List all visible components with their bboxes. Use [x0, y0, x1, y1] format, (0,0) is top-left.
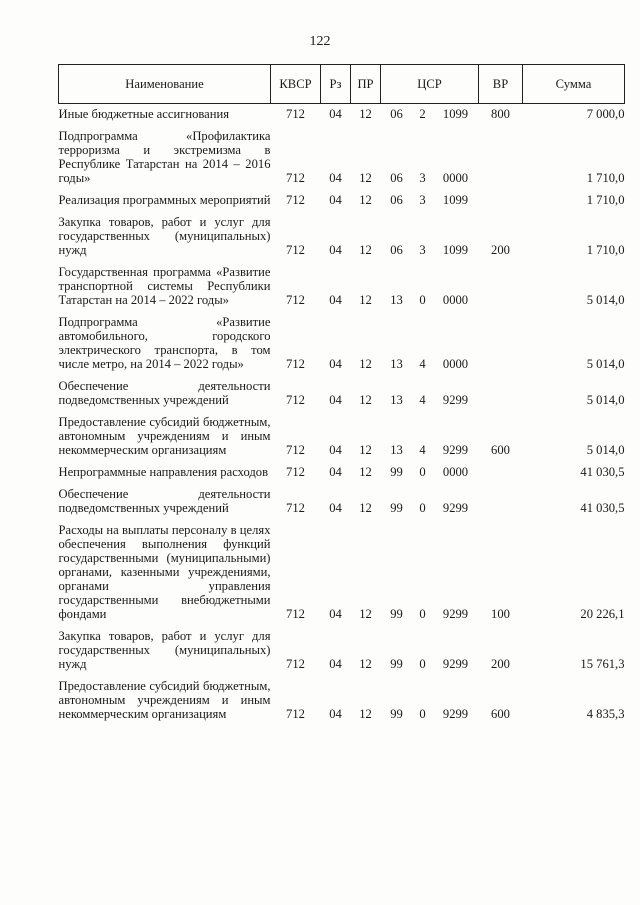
cell-kvsr: 712: [286, 443, 305, 457]
cell-kvsr: 712: [286, 193, 305, 207]
cell-sum: 15 761,3: [580, 657, 625, 671]
cell-rz: 04: [329, 243, 342, 257]
cell-rz: 04: [329, 657, 342, 671]
cell-vr: [479, 185, 523, 207]
cell-sum: 20 226,1: [580, 607, 625, 621]
cell-sum: 4 835,3: [586, 707, 625, 721]
budget-table: [58, 64, 625, 721]
cell-name: Предоставление субсидий бюджетным, автономным учреждениям и иным некоммерческим организациям: [58, 679, 271, 721]
page-number: 122: [309, 34, 331, 49]
cell-csr-program: 06: [390, 243, 403, 257]
header-kvsr: КВСР: [271, 65, 321, 104]
cell-csr-program: 99: [390, 657, 403, 671]
cell-csr-direction: 9299: [442, 707, 469, 721]
table-row: [59, 207, 625, 257]
cell-csr-program: 99: [390, 465, 403, 479]
cell-csr-program: 06: [390, 171, 403, 185]
cell-csr-subprogram: 3: [419, 243, 426, 257]
table-row: [59, 407, 625, 457]
cell-csr-program: 13: [390, 393, 403, 407]
cell-rz: 04: [329, 107, 342, 121]
cell-kvsr: 712: [286, 393, 305, 407]
cell-pr: 12: [359, 465, 372, 479]
cell-sum: 41 030,5: [580, 465, 625, 479]
cell-vr: 100: [491, 607, 510, 621]
cell-sum: 1 710,0: [586, 193, 625, 207]
cell-rz: 04: [329, 171, 342, 185]
cell-pr: 12: [359, 393, 372, 407]
cell-rz: 04: [329, 707, 342, 721]
cell-csr-program: 99: [390, 707, 403, 721]
cell-sum: 5 014,0: [586, 357, 625, 371]
cell-csr-program: 13: [390, 443, 403, 457]
cell-csr-subprogram: 4: [419, 443, 426, 457]
cell-vr: 200: [491, 657, 510, 671]
cell-name: Обеспечение деятельности подведомственных учреждений: [58, 487, 271, 515]
cell-sum: 7 000,0: [586, 107, 625, 121]
table-row: [59, 307, 625, 371]
cell-pr: 12: [359, 171, 372, 185]
table-row: [59, 185, 625, 207]
table-row: [59, 121, 625, 185]
cell-kvsr: 712: [286, 357, 305, 371]
cell-pr: 12: [359, 107, 372, 121]
cell-rz: 04: [329, 607, 342, 621]
cell-name: Реализация программных мероприятий: [58, 193, 271, 207]
table-row: [59, 479, 625, 515]
cell-name: Подпрограмма «Развитие автомобильного, городского электрического транспорта, в том числе метро, на 2014 – 2022 годы»: [58, 315, 271, 371]
cell-vr: 200: [491, 243, 510, 257]
cell-kvsr: 712: [286, 171, 305, 185]
cell-csr-direction: 9299: [442, 657, 469, 671]
table-row: [59, 371, 625, 407]
cell-csr-subprogram: 0: [419, 657, 426, 671]
cell-csr-subprogram: 2: [419, 107, 426, 121]
cell-kvsr: 712: [286, 707, 305, 721]
cell-kvsr: 712: [286, 607, 305, 621]
cell-csr-direction: 9299: [442, 607, 469, 621]
cell-rz: 04: [329, 443, 342, 457]
cell-kvsr: 712: [286, 657, 305, 671]
cell-csr-program: 99: [390, 607, 403, 621]
cell-csr-direction: 9299: [442, 393, 469, 407]
cell-kvsr: 712: [286, 107, 305, 121]
cell-name: Иные бюджетные ассигнования: [58, 107, 230, 121]
cell-sum: 5 014,0: [586, 443, 625, 457]
cell-csr-program: 99: [390, 501, 403, 515]
cell-csr-direction: 1099: [442, 243, 469, 257]
cell-pr: 12: [359, 443, 372, 457]
header-rz: Рз: [321, 65, 351, 104]
cell-name: Закупка товаров, работ и услуг для государственных (муниципальных) нужд: [58, 629, 271, 671]
cell-csr-program: 13: [390, 293, 403, 307]
cell-csr-subprogram: 4: [419, 357, 426, 371]
cell-vr: [479, 457, 523, 479]
table-header-row: [59, 65, 625, 104]
cell-rz: 04: [329, 393, 342, 407]
cell-vr: [479, 479, 523, 515]
cell-name: Предоставление субсидий бюджетным, автономным учреждениям и иным некоммерческим организациям: [58, 415, 271, 457]
cell-csr-subprogram: 3: [419, 193, 426, 207]
cell-sum: 5 014,0: [586, 393, 625, 407]
header-pr: ПР: [351, 65, 381, 104]
cell-csr-direction: 0000: [442, 171, 469, 185]
cell-vr: 600: [491, 443, 510, 457]
cell-pr: 12: [359, 193, 372, 207]
cell-vr: [479, 257, 523, 307]
cell-csr-program: 06: [390, 107, 403, 121]
cell-kvsr: 712: [286, 465, 305, 479]
cell-csr-subprogram: 0: [419, 707, 426, 721]
cell-csr-subprogram: 3: [419, 171, 426, 185]
cell-csr-direction: 0000: [442, 357, 469, 371]
cell-name: Непрограммные направления расходов: [58, 465, 269, 479]
header-csr: ЦСР: [381, 65, 479, 104]
cell-csr-direction: 1099: [442, 193, 469, 207]
table-body: [59, 104, 625, 722]
cell-csr-direction: 9299: [442, 443, 469, 457]
cell-sum: 1 710,0: [586, 243, 625, 257]
cell-csr-direction: 1099: [442, 107, 469, 121]
cell-rz: 04: [329, 193, 342, 207]
cell-sum: 1 710,0: [586, 171, 625, 185]
cell-pr: 12: [359, 707, 372, 721]
cell-name: Закупка товаров, работ и услуг для государственных (муниципальных) нужд: [58, 215, 271, 257]
table-row: [59, 457, 625, 479]
cell-rz: 04: [329, 501, 342, 515]
cell-vr: 800: [491, 107, 510, 121]
cell-name: Обеспечение деятельности подведомственных учреждений: [58, 379, 271, 407]
cell-pr: 12: [359, 657, 372, 671]
table-row: [59, 671, 625, 721]
table-row: [59, 257, 625, 307]
cell-kvsr: 712: [286, 243, 305, 257]
header-vr: ВР: [479, 65, 523, 104]
cell-vr: [479, 307, 523, 371]
header-name: Наименование: [59, 65, 271, 104]
cell-pr: 12: [359, 357, 372, 371]
cell-pr: 12: [359, 607, 372, 621]
cell-vr: [479, 121, 523, 185]
cell-name: Подпрограмма «Профилактика терроризма и экстремизма в Республике Татарстан на 2014 – 2016 годы»: [58, 129, 271, 185]
cell-pr: 12: [359, 243, 372, 257]
table-row: [59, 104, 625, 122]
cell-name: Государственная программа «Развитие транспортной системы Республики Татарстан на 2014 – 2022 годы»: [58, 265, 271, 307]
table-row: [59, 621, 625, 671]
cell-csr-subprogram: 0: [419, 501, 426, 515]
table-row: [59, 515, 625, 621]
cell-rz: 04: [329, 357, 342, 371]
cell-vr: 600: [491, 707, 510, 721]
cell-pr: 12: [359, 501, 372, 515]
cell-csr-direction: 0000: [442, 465, 469, 479]
cell-csr-subprogram: 4: [419, 393, 426, 407]
cell-sum: 41 030,5: [580, 501, 625, 515]
cell-kvsr: 712: [286, 293, 305, 307]
cell-csr-direction: 9299: [442, 501, 469, 515]
cell-rz: 04: [329, 293, 342, 307]
cell-csr-subprogram: 0: [419, 465, 426, 479]
cell-csr-direction: 0000: [442, 293, 469, 307]
cell-vr: [479, 371, 523, 407]
header-sum: Сумма: [523, 65, 625, 104]
cell-csr-program: 13: [390, 357, 403, 371]
cell-csr-subprogram: 0: [419, 293, 426, 307]
cell-sum: 5 014,0: [586, 293, 625, 307]
cell-pr: 12: [359, 293, 372, 307]
cell-kvsr: 712: [286, 501, 305, 515]
cell-rz: 04: [329, 465, 342, 479]
cell-name: Расходы на выплаты персоналу в целях обеспечения выполнения функций государственными (муниципальными) органами, казенными учреждениями, органами управления государственными внебюджетными фондами: [58, 523, 271, 621]
cell-csr-program: 06: [390, 193, 403, 207]
cell-csr-subprogram: 0: [419, 607, 426, 621]
